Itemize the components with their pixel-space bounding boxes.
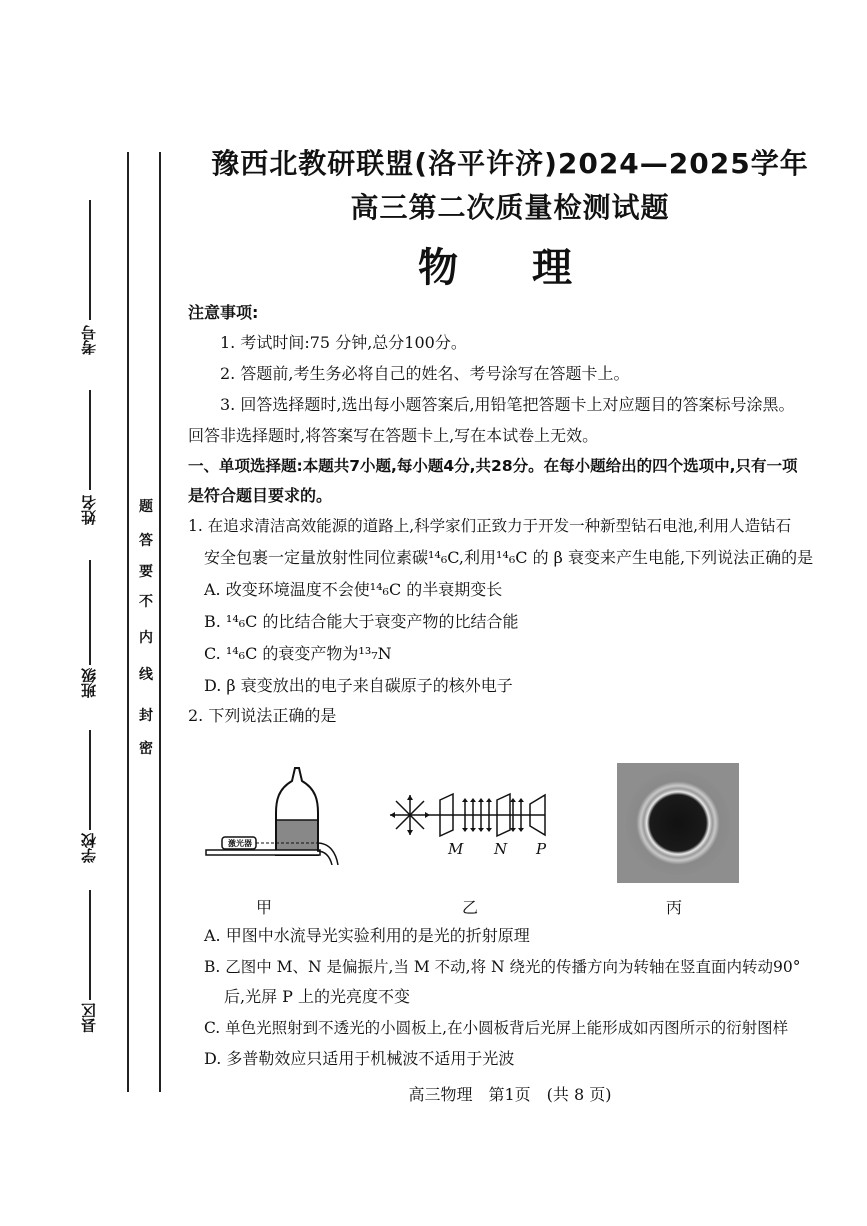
field-label: 班级 — [80, 668, 98, 698]
seal-char: 线 — [139, 667, 153, 683]
option-c: C. 单色光照射到不透光的小圆板上,在小圆板背后光屏上能形成如丙图所示的衍射图样 — [204, 1019, 789, 1037]
polarizer-n-label: N — [494, 840, 508, 858]
field-school — [78, 730, 102, 875]
figure-jia-water-lightguide — [200, 765, 345, 865]
screen-p-label: P — [536, 840, 547, 858]
seal-char: 封 — [139, 708, 153, 724]
field-label: 考号 — [80, 325, 98, 355]
question-1-stem-cont: 安全包裹一定量放射性同位素碳¹⁴₆C,利用¹⁴₆C 的 β 衰变来产生电能,下列说法正确的是 — [204, 548, 814, 567]
subject-title: 物 理 — [418, 244, 602, 291]
page-footer: 高三物理 第1页 (共 8 页) — [408, 1085, 612, 1104]
question-2-stem: 2. 下列说法正确的是 — [188, 706, 337, 725]
field-label: 姓名 — [80, 495, 98, 525]
section-heading: 一、单项选择题:本题共7小题,每小题4分,共28分。在每小题给出的四个选项中,只有一项 — [188, 457, 798, 475]
option-d: D. β 衰变放出的电子来自碳原子的核外电子 — [204, 676, 513, 695]
field-name — [78, 390, 102, 535]
exam-title-line2: 高三第二次质量检测试题 — [350, 191, 670, 224]
field-label: 县区 — [80, 1003, 98, 1033]
field-class — [78, 560, 102, 710]
field-underline — [89, 560, 91, 665]
notice-item: 2. 答题前,考生务必将自己的姓名、考号涂写在答题卡上。 — [220, 364, 630, 383]
laser-label: 激光器 — [228, 839, 252, 848]
field-exam-number — [78, 200, 102, 365]
field-underline — [89, 390, 91, 490]
option-b-cont: 后,光屏 P 上的光亮度不变 — [224, 987, 411, 1006]
seal-char: 内 — [139, 630, 153, 646]
seal-char: 不 — [139, 594, 153, 610]
notice-item: 1. 考试时间:75 分钟,总分100分。 — [220, 333, 467, 352]
seal-char: 题 — [139, 499, 153, 515]
notice-continuation: 回答非选择题时,将答案写在答题卡上,写在本试卷上无效。 — [188, 426, 599, 445]
seal-char: 要 — [139, 564, 153, 580]
notice-title: 注意事项: — [188, 303, 259, 322]
option-a: A. 改变环境温度不会使¹⁴₆C 的半衰期变长 — [204, 580, 503, 599]
field-underline — [89, 890, 91, 1000]
polarizer-m-label: M — [448, 840, 464, 858]
figure-yi-polarizers — [385, 790, 550, 840]
seal-char: 密 — [139, 741, 153, 757]
field-label: 学校 — [80, 833, 98, 863]
binding-line-outer — [127, 152, 129, 1092]
seal-char: 答 — [139, 533, 153, 549]
caption-yi: 乙 — [462, 898, 479, 917]
section-heading-cont: 是符合题目要求的。 — [188, 486, 333, 505]
figure-bing-diffraction — [617, 763, 739, 883]
field-underline — [89, 730, 91, 830]
question-1-stem: 1. 在追求清洁高效能源的道路上,科学家们正致力于开发一种新型钻石电池,利用人造钻石 — [188, 517, 792, 535]
binding-line-inner — [159, 152, 161, 1092]
option-d: D. 多普勒效应只适用于机械波不适用于光波 — [204, 1049, 515, 1068]
caption-jia: 甲 — [256, 898, 273, 917]
field-county — [78, 890, 102, 1040]
option-a: A. 甲图中水流导光实验利用的是光的折射原理 — [204, 926, 530, 945]
field-underline — [89, 200, 91, 320]
option-b: B. 乙图中 M、N 是偏振片,当 M 不动,将 N 绕光的传播方向为转轴在竖直面内转动90° — [204, 958, 801, 976]
option-c: C. ¹⁴₆C 的衰变产物为¹³₇N — [204, 644, 392, 663]
option-b: B. ¹⁴₆C 的比结合能大于衰变产物的比结合能 — [204, 612, 519, 631]
notice-item: 3. 回答选择题时,选出每小题答案后,用铅笔把答题卡上对应题目的答案标号涂黑。 — [220, 395, 795, 414]
exam-title-line1: 豫西北教研联盟(洛平许济)2024—2025学年 — [211, 147, 809, 180]
caption-bing: 丙 — [666, 898, 683, 917]
